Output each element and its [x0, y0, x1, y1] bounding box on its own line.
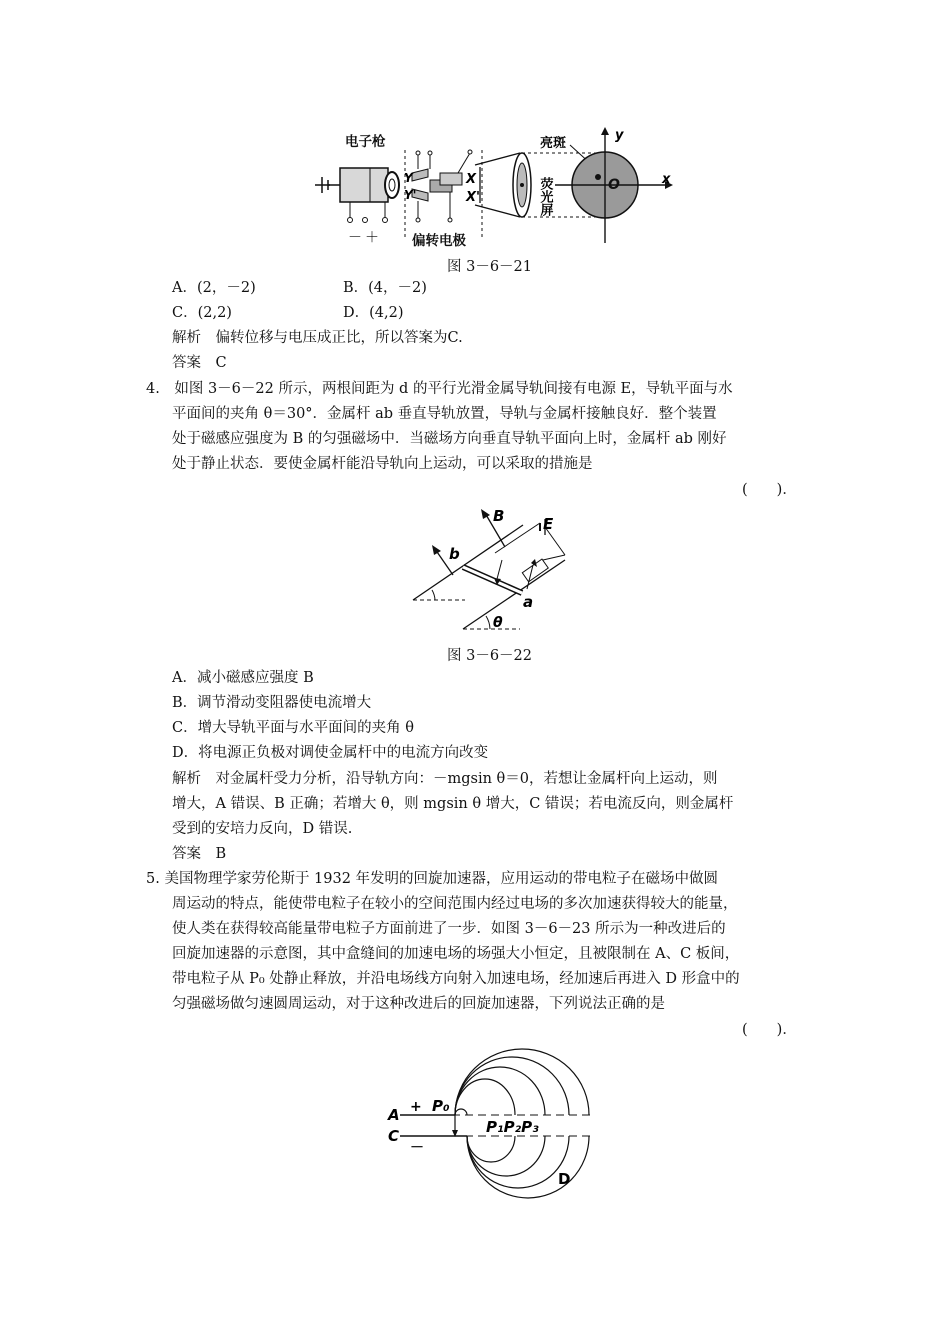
q3-option-b: B．(4，－2) — [343, 280, 427, 296]
q4-option-c: C．增大导轨平面与水平面间的夹角 θ — [172, 720, 414, 736]
label-p123: P₁P₂P₃ — [486, 1118, 539, 1136]
y-axis-label: y — [615, 128, 624, 143]
q3-analysis: 解析 偏转位移与电压成正比，所以答案为C. — [172, 330, 463, 346]
q4-line-2: 平面间的夹角 θ＝30°．金属杆 ab 垂直导轨放置，导轨与金属杆接触良好．整个装置 — [172, 406, 717, 422]
q4-line-4: 处于静止状态．要使金属杆能沿导轨向上运动，可以采取的措施是 — [172, 456, 593, 472]
q4-line-1: 4. 如图 3－6－22 所示，两根间距为 d 的平行光滑金属导轨间接有电源 E，导轨平面与水 — [146, 381, 733, 397]
q5-line-6: 匀强磁场做匀速圆周运动，对于这种改进后的回旋加速器，下列说法正确的是 — [172, 996, 665, 1012]
q4-analysis-2: 增大，A 错误、B 正确；若增大 θ，则 mgsin θ 增大，C 错误；若电流反向，则金属杆 — [172, 796, 734, 812]
label-rod-a: a — [523, 593, 534, 611]
q5-line-3: 使人类在获得较高能量带电粒子方面前进了一步．如图 3－6－23 所示为一种改进后的 — [172, 921, 726, 937]
q3-option-c: C．(2,2) — [172, 305, 232, 321]
q3-option-a: A．(2，－2) — [172, 280, 256, 296]
gun-plus: ＋ — [365, 230, 379, 246]
q3-answer: 答案 C — [172, 355, 227, 371]
q3-option-d: D．(4,2) — [343, 305, 404, 321]
label-plus: + — [410, 1099, 422, 1115]
figure-caption-21: 图 3－6－21 — [447, 259, 533, 275]
label-plate-c: C — [388, 1127, 400, 1145]
q4-line-3: 处于磁感应强度为 B 的匀强磁场中．当磁场方向垂直导轨平面向上时，金属杆 ab 刚好 — [172, 431, 727, 447]
label-screen: 荧光屏 — [537, 177, 553, 216]
label-dee: D — [558, 1170, 571, 1188]
figure-3-6-22 — [405, 505, 585, 640]
q5-line-5: 带电粒子从 P₀ 处静止释放，并沿电场线方向射入加速电场，经加速后再进入 D 形盒中的 — [172, 971, 740, 987]
label-minus: － — [410, 1140, 424, 1156]
label-rod-b: b — [449, 545, 460, 563]
q5-line-4: 回旋加速器的示意图，其中盒缝间的加速电场的场强大小恒定，且被限制在 A、C 板间， — [172, 946, 740, 962]
q4-bracket: ( )． — [742, 482, 797, 498]
label-theta: θ — [493, 615, 503, 631]
label-origin: O — [608, 177, 620, 193]
label-x: X — [466, 172, 477, 187]
figure-3-6-23 — [380, 1040, 610, 1210]
label-p0: P₀ — [432, 1097, 450, 1115]
label-emf: E — [543, 515, 554, 533]
q4-analysis-1: 解析 对金属杆受力分析，沿导轨方向：－mgsin θ＝0，若想让金属杆向上运动，则 — [172, 771, 718, 787]
q4-option-a: A．减小磁感应强度 B — [172, 670, 314, 686]
q4-analysis-3: 受到的安培力反向，D 错误. — [172, 821, 353, 837]
label-plate-a: A — [388, 1106, 400, 1124]
label-spot: 亮斑 — [540, 136, 567, 151]
q5-line-1: 5. 美国物理学家劳伦斯于 1932 年发明的回旋加速器，应用运动的带电粒子在磁场中做圆 — [146, 871, 719, 887]
gun-minus: － — [348, 230, 362, 246]
label-y-prime: Y' — [404, 188, 417, 202]
q4-option-d: D．将电源正负极对调使金属杆中的电流方向改变 — [172, 745, 489, 761]
label-gun: 电子枪 — [345, 134, 386, 150]
label-b-field: B — [493, 507, 505, 525]
figure-caption-22: 图 3－6－22 — [447, 648, 533, 664]
label-deflector: 偏转电极 — [412, 233, 466, 249]
label-y: Y — [404, 171, 413, 185]
q4-answer: 答案 B — [172, 846, 227, 862]
q5-line-2: 周运动的特点，能使带电粒子在较小的空间范围内经过电场的多次加速获得较大的能量， — [172, 896, 738, 912]
q5-bracket: ( )． — [742, 1022, 797, 1038]
label-x-prime: X' — [466, 190, 481, 205]
x-axis-label: x — [662, 172, 671, 187]
q4-option-b: B．调节滑动变阻器使电流增大 — [172, 695, 372, 711]
